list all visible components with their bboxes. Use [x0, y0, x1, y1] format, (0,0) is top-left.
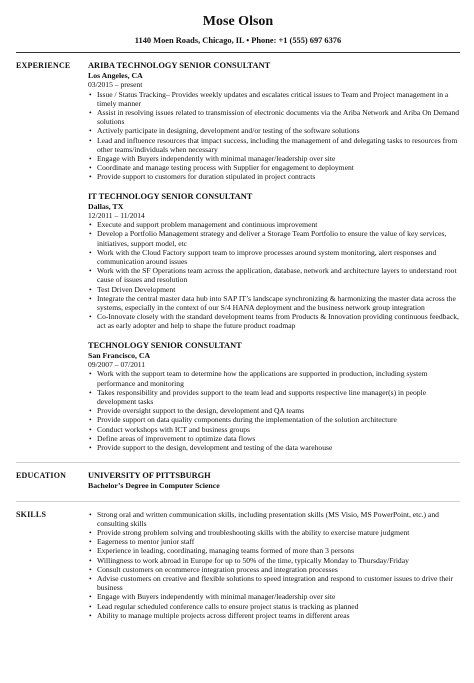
job-dates: 03/2015 – present — [88, 80, 143, 90]
bullet-item: • Work with the Cloud Factory support team to improve processes around system monitoring, alert responses and communication around issues — [88, 248, 460, 266]
education-body — [88, 471, 460, 490]
job-bullets — [88, 90, 460, 182]
bullet-item: • Provide oversight support to the design, development and QA teams — [88, 406, 460, 415]
job-title: ARIBA TECHNOLOGY SENIOR CONSULTANT — [88, 61, 271, 70]
bullet-item: • Lead and influence resources that impact success, including the management of and delegating tasks to resources from other teams/individuals when necessary — [88, 136, 460, 154]
bullet-item: • Takes responsibility and provides support to the team lead and supports respective line manager(s) in people development tasks — [88, 388, 460, 406]
bullet-item: • Provide strong problem solving and troubleshooting skills with the ability to exercise mature judgment — [88, 528, 460, 537]
bullet-item: • Co-Innovate closely with the standard development teams from Products & Innovation providing continuous feedback, act as early adopter and help to shape the future product roadmap — [88, 312, 460, 330]
bullet-item: • Lead regular scheduled conference calls to ensure project status is tracking as planned — [88, 602, 460, 611]
section-divider — [16, 462, 460, 463]
job-entry — [88, 61, 460, 182]
header-rule — [16, 52, 460, 53]
bullet-item: • Integrate the central master data hub into SAP IT’s landscape synchronizing & harmonizing the master data across the systems, especially in the context of our S/4 HANA deployment and the business network group integration — [88, 294, 460, 312]
skills-label: SKILLS — [16, 509, 47, 519]
bullet-item: • Engage with Buyers independently with minimal manager/leadership over site — [88, 154, 460, 163]
bullet-item: • Eagerness to mentor junior staff — [88, 537, 460, 546]
job-location: San Francisco, CA — [88, 350, 151, 360]
degree-name: Bachelor’s Degree in Computer Science — [88, 481, 220, 491]
bullet-item: • Actively participate in designing, development and/or testing of the software solutions — [88, 126, 460, 135]
bullet-item: • Ability to manage multiple projects across different project teams in different areas — [88, 611, 460, 620]
bullet-item: • Work with the SF Operations team across the application, database, network and architecture layers to understand root cause of issues and resolution — [88, 266, 460, 284]
bullet-item: • Issue / Status Tracking– Provides weekly updates and escalates critical issues to Team and Project management in a timely manner — [88, 90, 460, 108]
education-section — [16, 471, 460, 490]
resume-header — [16, 14, 460, 46]
section-divider — [16, 501, 460, 502]
bullet-item: • Advise customers on creative and flexible solutions to speed integration and respond to customer issues to drive their business — [88, 574, 460, 592]
job-dates: 12/2011 – 11/2014 — [88, 211, 145, 221]
bullet-item: • Test Driven Development — [88, 285, 460, 294]
bullet-item: • Develop a Portfolio Management strategy and deliver a Storage Team Portfolio to ensure the value of key services, initiatives, support model, etc — [88, 229, 460, 247]
job-title: IT TECHNOLOGY SENIOR CONSULTANT — [88, 191, 253, 201]
contact-line: 1140 Moen Roads, Chicago, IL • Phone: +1 (555) 697 6376 — [134, 36, 342, 45]
job-entry — [88, 341, 460, 452]
bullet-item: • Execute and support problem management and continuous improvement — [88, 220, 460, 229]
bullet-item: • Provide support to the design, development and testing of the data warehouse — [88, 443, 460, 452]
job-entry — [88, 192, 460, 331]
bullet-item: • Engage with Buyers independently with minimal manager/leadership over site — [88, 592, 460, 601]
skills-body — [88, 510, 460, 620]
bullet-item: • Strong oral and written communication skills, including presentation skills (MS Visio, MS PowerPoint, etc.) and consulting skills — [88, 510, 460, 528]
job-title: TECHNOLOGY SENIOR CONSULTANT — [88, 340, 242, 350]
education-label: EDUCATION — [16, 471, 67, 481]
experience-section — [16, 61, 460, 452]
bullet-item: • Define areas of improvement to optimize data flows — [88, 434, 460, 443]
skills-section — [16, 510, 460, 620]
job-bullets — [88, 369, 460, 452]
job-dates: 09/2007 – 07/2011 — [88, 360, 146, 370]
bullet-item: • Consult customers on ecommerce integration process and integration processes — [88, 565, 460, 574]
job-location: Los Angeles, CA — [88, 71, 143, 80]
bullet-item: • Willingness to work abroad in Europe for up to 50% of the time, typically Monday to Thursday/Friday — [88, 556, 460, 565]
bullet-item: • Coordinate and manage testing process with Supplier for engagement to deployment — [88, 163, 460, 172]
skills-bullets — [88, 510, 460, 620]
bullet-item: • Work with the support team to determine how the applications are supported in production, including system performance and monitoring — [88, 369, 460, 387]
bullet-item: • Provide support on data quality components during the implementation of the solution architecture — [88, 415, 460, 424]
experience-body — [88, 61, 460, 452]
bullet-item: • Conduct workshops with ICT and business groups — [88, 425, 460, 434]
bullet-item: • Assist in resolving issues related to transmission of electronic documents via the Ariba Network and Ariba On Demand solutions — [88, 108, 460, 126]
job-bullets — [88, 220, 460, 330]
candidate-name: Mose Olson — [202, 14, 274, 29]
bullet-item: • Experience in leading, coordinating, managing teams formed of more than 3 persons — [88, 546, 460, 555]
experience-label: EXPERIENCE — [16, 61, 71, 70]
job-location: Dallas, TX — [88, 201, 124, 211]
school-name: UNIVERSITY OF PITTSBURGH — [88, 471, 211, 481]
bullet-item: • Provide support to customers for duration stipulated in project contracts — [88, 172, 460, 181]
